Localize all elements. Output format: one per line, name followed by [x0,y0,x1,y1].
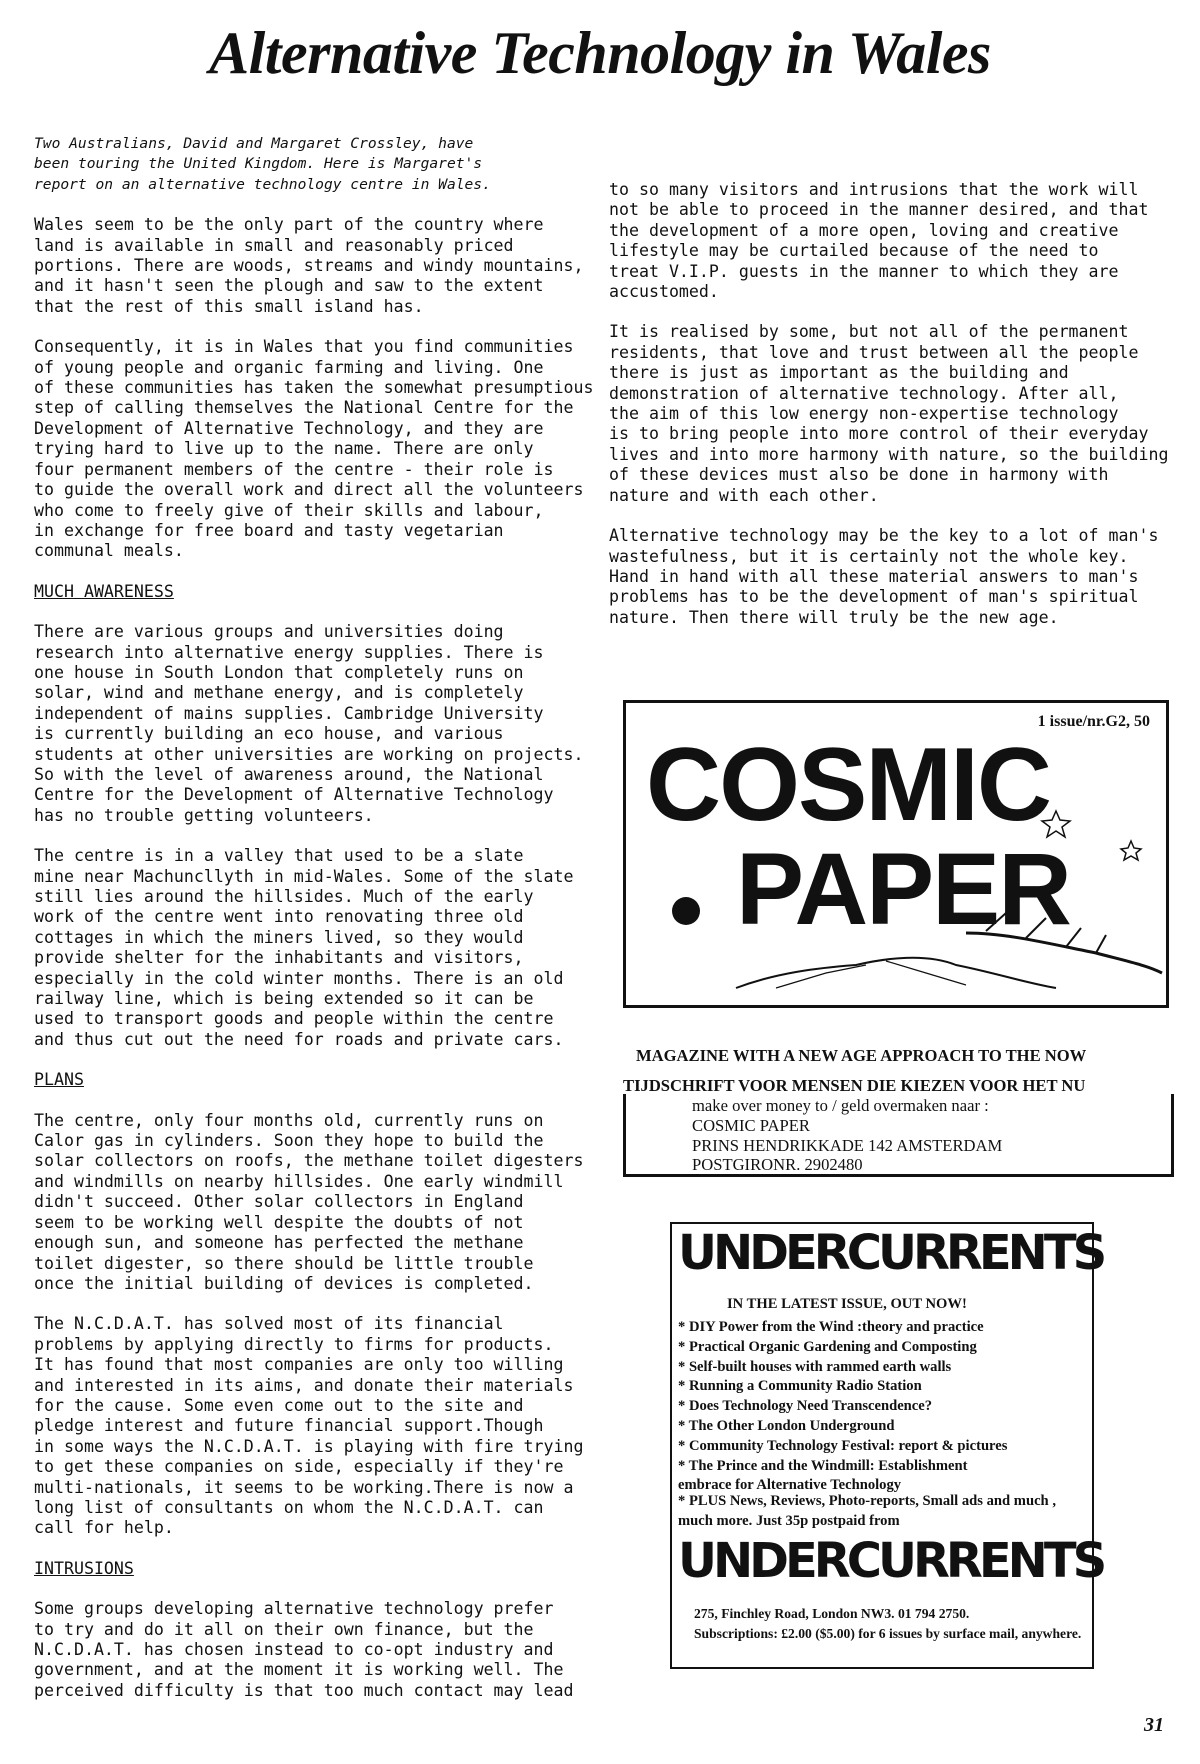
page-number: 31 [1144,1714,1164,1736]
contact-line: make over money to / geld overmaken naar : [692,1096,989,1115]
article-column-right [609,180,1184,648]
article-paragraph: The N.C.D.A.T. has solved most of its financial problems by applying directly to firms for products. It has found that most companies are only too willing and interested in its aims, and donate their materials for the cause. Some even come out to the site and pledge interest and future financial support.Though in some ways the N.C.D.A.T. is playing with fire trying to get these companies on side, especially if they're multi-nationals, it seems to be working.There is now a long list of consultants on whom the N.C.D.A.T. can call for help. [34,1314,584,1538]
undercurrents-plus: * PLUS News, Reviews, Photo-reports, Small ads and much , much more. Just 35p postpaid from [678,1493,1056,1529]
article-paragraph: It is realised by some, but not all of the permanent residents, that love and trust between all the people there is just as important as the building and demonstration of alternative technology. After all, the aim of this low energy non-expertise technology is to bring people into more control of their everyday lives and into more harmony with nature, so the building of these devices must also be done in harmony with nature and with each other. [609,322,1169,505]
article-paragraph: Wales seem to be the only part of the country where land is available in small and reasonably priced portions. There are woods, streams and windy mountains, and it hasn't seen the plough and saw to the extent that the rest of this small island has. [34,215,584,316]
cosmic-title: COSMIC [646,727,1050,843]
section-heading-awareness: MUCH AWARENESS [34,581,174,601]
article-column-left [34,134,604,1721]
cosmic-contact-box [623,1094,1174,1177]
undercurrents-address [694,1604,1084,1643]
list-item: * The Other London Underground [678,1417,895,1434]
section-heading-intrusions: INTRUSIONS [34,1558,134,1578]
undercurrents-logo: UNDERCURRENTS [678,1225,1104,1281]
article-intro: Two Australians, David and Margaret Crossley, have been touring the United Kingdom. Here is Margaret's report on an alternative technology centre in Wales. [34,135,491,193]
undercurrents-latest: IN THE LATEST ISSUE, OUT NOW! [727,1296,967,1312]
article-paragraph: The centre is in a valley that used to be a slate mine near Machuncllyth in mid-Wales. Some of the slate still lies around the hillsides. Much of the early work of the centre went into renovating three old cottages in which the miners lived, so they would provide shelter for the inhabitants and visitors, especially in the cold winter months. There is an old railway line, which is being extended so it can be used to transport goods and people within the centre and thus cut out the need for roads and private cars. [34,846,574,1049]
article-paragraph: There are various groups and universities doing research into alternative energy supplies. There is one house in South London that completely runs on solar, wind and methane energy, and is completely independent of mains supplies. Cambridge University is currently building an eco house, and various students at other universities are working on projects. So with the level of awareness around, the National Centre for the Development of Alternative Technology has no trouble getting volunteers. [34,622,584,825]
undercurrents-logo-bottom: UNDERCURRENTS [678,1533,1104,1589]
ad-price: 1 issue/nr.G2, 50 [1037,713,1150,730]
subscription-line: Subscriptions: £2.00 ($5.00) for 6 issues by surface mail, anywhere. [694,1625,1082,1641]
undercurrents-ad [670,1222,1104,1669]
list-item: * The Prince and the Windmill: Establishment [678,1457,968,1474]
article-paragraph: Some groups developing alternative technology prefer to try and do it all on their own finance, but the N.C.D.A.T. has chosen instead to co-opt industry and government, and at the moment it is working well. The perceived difficulty is that too much contact may lead [34,1599,574,1700]
article-paragraph: to so many visitors and intrusions that the work will not be able to proceed in the manner desired, and that the development of a more open, loving and creative lifestyle may be curtailed because of the need to treat V.I.P. guests in the manner to which they are accustomed. [609,180,1149,302]
list-item: * Self-built houses with rammed earth walls [678,1358,952,1375]
list-item: * Practical Organic Gardening and Composting [678,1338,977,1355]
list-item: embrace for Alternative Technology [678,1477,902,1494]
list-item: * DIY Power from the Wind :theory and practice [678,1319,984,1335]
article-paragraph: Alternative technology may be the key to a lot of man's wastefulness, but it is certainly not the whole key. Hand in hand with all these material answers to man's problems has to be the development of man's spiritual nature. Then there will truly be the new age. [609,526,1159,627]
page-title: Alternative Technology in Wales [209,20,991,86]
contact-line: PRINS HENDRIKKADE 142 AMSTERDAM [692,1136,1003,1155]
section-heading-plans: PLANS [34,1070,84,1090]
list-item: * Does Technology Need Transcendence? [678,1398,933,1415]
list-item: * Community Technology Festival: report & pictures [678,1437,1008,1454]
paper-title: PAPER [736,832,1070,946]
article-paragraph: The centre, only four months old, currently runs on Calor gas in cylinders. Soon they hope to build the solar collectors on roofs, the methane toilet digesters and windmills on nearby hillsides. One early windmill didn't succeed. Other solar collectors in England seem to be working well despite the doubts of not enough sun, and someone has perfected the methane toilet digester, so there should be little trouble once the initial building of devices is completed. [34,1110,584,1293]
list-item: * Running a Community Radio Station [678,1378,922,1395]
cosmic-tagline-nl: TIJDSCHRIFT VOOR MENSEN DIE KIEZEN VOOR HET NU [623,1076,1086,1095]
cosmic-paper-ad [623,700,1169,1008]
cosmic-tagline-en: MAGAZINE WITH A NEW AGE APPROACH TO THE NOW [636,1046,1087,1065]
article-paragraph: Consequently, it is in Wales that you find communities of young people and organic farming and living. One of these communities has taken the somewhat presumptious step of calling themselves the National Centre for the Development of Alternative Technology, and they are trying hard to live up to the name. There are only four permanent members of the centre - their role is to guide the overall work and direct all the volunteers who come to freely give of their skills and labour, in exchange for free board and tasty vegetarian communal meals. [34,337,594,561]
contact-line: POSTGIRONR. 2902480 [692,1155,863,1174]
undercurrents-contents-list [678,1318,1007,1496]
contact-line: COSMIC PAPER [692,1116,810,1135]
cosmic-moon-icon [672,897,700,925]
address-line: 275, Finchley Road, London NW3. 01 794 2750. [694,1606,970,1621]
